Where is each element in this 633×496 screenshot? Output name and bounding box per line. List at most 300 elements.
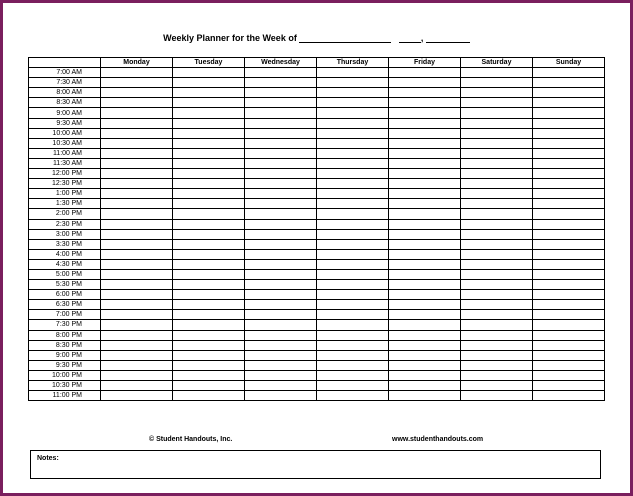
slot-cell-thursday[interactable] [317,118,389,128]
slot-cell-sunday[interactable] [533,370,605,380]
slot-cell-monday[interactable] [101,118,173,128]
slot-cell-tuesday[interactable] [173,350,245,360]
slot-cell-saturday[interactable] [461,179,533,189]
slot-cell-sunday[interactable] [533,340,605,350]
slot-cell-wednesday[interactable] [245,78,317,88]
slot-cell-monday[interactable] [101,169,173,179]
slot-cell-thursday[interactable] [317,330,389,340]
slot-cell-tuesday[interactable] [173,290,245,300]
slot-cell-friday[interactable] [389,360,461,370]
day-header-sunday: Sunday [533,58,605,68]
table-row [29,78,605,88]
slot-cell-wednesday[interactable] [245,138,317,148]
copyright-text: © Student Handouts, Inc. [149,436,233,443]
time-label: 8:00 AM [29,88,101,98]
time-label: 7:00 PM [29,310,101,320]
slot-cell-friday[interactable] [389,118,461,128]
slot-cell-saturday[interactable] [461,118,533,128]
weekly-planner-table [28,57,605,401]
slot-cell-friday[interactable] [389,209,461,219]
slot-cell-thursday[interactable] [317,360,389,370]
slot-cell-wednesday[interactable] [245,108,317,118]
slot-cell-friday[interactable] [389,320,461,330]
slot-cell-monday[interactable] [101,391,173,401]
slot-cell-wednesday[interactable] [245,128,317,138]
slot-cell-sunday[interactable] [533,128,605,138]
slot-cell-thursday[interactable] [317,128,389,138]
table-row [29,249,605,259]
slot-cell-wednesday[interactable] [245,209,317,219]
slot-cell-tuesday[interactable] [173,249,245,259]
slot-cell-tuesday[interactable] [173,239,245,249]
slot-cell-friday[interactable] [389,199,461,209]
slot-cell-friday[interactable] [389,189,461,199]
slot-cell-tuesday[interactable] [173,78,245,88]
slot-cell-monday[interactable] [101,138,173,148]
time-label: 7:30 PM [29,320,101,330]
slot-cell-wednesday[interactable] [245,88,317,98]
slot-cell-monday[interactable] [101,189,173,199]
table-row [29,108,605,118]
slot-cell-friday[interactable] [389,280,461,290]
slot-cell-thursday[interactable] [317,88,389,98]
slot-cell-thursday[interactable] [317,229,389,239]
slot-cell-thursday[interactable] [317,98,389,108]
slot-cell-tuesday[interactable] [173,269,245,279]
slot-cell-monday[interactable] [101,259,173,269]
time-label: 9:00 PM [29,350,101,360]
slot-cell-sunday[interactable] [533,320,605,330]
time-label: 10:00 AM [29,128,101,138]
day-header-monday: Monday [101,58,173,68]
table-row [29,310,605,320]
slot-cell-sunday[interactable] [533,169,605,179]
slot-cell-friday[interactable] [389,300,461,310]
slot-cell-sunday[interactable] [533,391,605,401]
slot-cell-sunday[interactable] [533,290,605,300]
slot-cell-tuesday[interactable] [173,209,245,219]
slot-cell-sunday[interactable] [533,179,605,189]
slot-cell-wednesday[interactable] [245,219,317,229]
slot-cell-friday[interactable] [389,249,461,259]
slot-cell-thursday[interactable] [317,381,389,391]
slot-cell-monday[interactable] [101,78,173,88]
slot-cell-wednesday[interactable] [245,310,317,320]
day-header-tuesday: Tuesday [173,58,245,68]
slot-cell-tuesday[interactable] [173,128,245,138]
table-row [29,199,605,209]
slot-cell-sunday[interactable] [533,381,605,391]
notes-label: Notes: [37,455,59,462]
slot-cell-sunday[interactable] [533,108,605,118]
slot-cell-monday[interactable] [101,370,173,380]
slot-cell-sunday[interactable] [533,229,605,239]
slot-cell-saturday[interactable] [461,300,533,310]
slot-cell-monday[interactable] [101,199,173,209]
slot-cell-thursday[interactable] [317,290,389,300]
table-row [29,148,605,158]
slot-cell-wednesday[interactable] [245,98,317,108]
slot-cell-monday[interactable] [101,300,173,310]
slot-cell-friday[interactable] [389,108,461,118]
table-row [29,128,605,138]
slot-cell-saturday[interactable] [461,78,533,88]
slot-cell-sunday[interactable] [533,249,605,259]
time-label: 4:30 PM [29,259,101,269]
slot-cell-friday[interactable] [389,330,461,340]
time-label: 2:30 PM [29,219,101,229]
slot-cell-monday[interactable] [101,108,173,118]
slot-cell-wednesday[interactable] [245,300,317,310]
slot-cell-thursday[interactable] [317,391,389,401]
slot-cell-friday[interactable] [389,138,461,148]
week-date-blank[interactable] [299,33,391,43]
slot-cell-sunday[interactable] [533,98,605,108]
slot-cell-monday[interactable] [101,360,173,370]
slot-cell-saturday[interactable] [461,229,533,239]
slot-cell-friday[interactable] [389,269,461,279]
table-row [29,209,605,219]
slot-cell-sunday[interactable] [533,310,605,320]
slot-cell-wednesday[interactable] [245,330,317,340]
week-day-blank[interactable] [399,33,421,43]
slot-cell-thursday[interactable] [317,350,389,360]
slot-cell-thursday[interactable] [317,269,389,279]
slot-cell-monday[interactable] [101,229,173,239]
slot-cell-wednesday[interactable] [245,350,317,360]
time-label: 6:00 PM [29,290,101,300]
slot-cell-saturday[interactable] [461,320,533,330]
slot-cell-monday[interactable] [101,330,173,340]
title-separator: , [420,33,424,43]
slot-cell-thursday[interactable] [317,300,389,310]
slot-cell-saturday[interactable] [461,310,533,320]
slot-cell-thursday[interactable] [317,179,389,189]
slot-cell-saturday[interactable] [461,138,533,148]
slot-cell-saturday[interactable] [461,158,533,168]
slot-cell-tuesday[interactable] [173,381,245,391]
slot-cell-monday[interactable] [101,209,173,219]
time-label: 10:30 AM [29,138,101,148]
slot-cell-monday[interactable] [101,340,173,350]
slot-cell-monday[interactable] [101,350,173,360]
slot-cell-monday[interactable] [101,98,173,108]
slot-cell-tuesday[interactable] [173,280,245,290]
slot-cell-sunday[interactable] [533,300,605,310]
slot-cell-monday[interactable] [101,269,173,279]
slot-cell-tuesday[interactable] [173,68,245,78]
slot-cell-monday[interactable] [101,148,173,158]
slot-cell-friday[interactable] [389,128,461,138]
slot-cell-sunday[interactable] [533,88,605,98]
time-label: 10:00 PM [29,370,101,380]
slot-cell-thursday[interactable] [317,68,389,78]
slot-cell-saturday[interactable] [461,370,533,380]
slot-cell-thursday[interactable] [317,259,389,269]
title-text: Weekly Planner for the Week of [163,33,297,43]
day-header-friday: Friday [389,58,461,68]
slot-cell-saturday[interactable] [461,98,533,108]
slot-cell-saturday[interactable] [461,88,533,98]
slot-cell-monday[interactable] [101,381,173,391]
slot-cell-saturday[interactable] [461,68,533,78]
slot-cell-tuesday[interactable] [173,148,245,158]
page-title [0,33,633,43]
time-label: 9:00 AM [29,108,101,118]
slot-cell-saturday[interactable] [461,391,533,401]
week-year-blank[interactable] [426,33,470,43]
time-label: 1:30 PM [29,199,101,209]
slot-cell-sunday[interactable] [533,350,605,360]
time-label: 10:30 PM [29,381,101,391]
time-label: 3:00 PM [29,229,101,239]
slot-cell-saturday[interactable] [461,381,533,391]
slot-cell-sunday[interactable] [533,189,605,199]
slot-cell-friday[interactable] [389,78,461,88]
slot-cell-wednesday[interactable] [245,158,317,168]
slot-cell-saturday[interactable] [461,108,533,118]
time-label: 2:00 PM [29,209,101,219]
table-row [29,320,605,330]
slot-cell-saturday[interactable] [461,148,533,158]
slot-cell-sunday[interactable] [533,269,605,279]
slot-cell-tuesday[interactable] [173,138,245,148]
slot-cell-sunday[interactable] [533,360,605,370]
slot-cell-tuesday[interactable] [173,340,245,350]
slot-cell-wednesday[interactable] [245,259,317,269]
table-row [29,179,605,189]
slot-cell-wednesday[interactable] [245,340,317,350]
notes-box[interactable] [30,450,601,479]
time-header [29,58,101,68]
slot-cell-thursday[interactable] [317,310,389,320]
slot-cell-friday[interactable] [389,340,461,350]
slot-cell-tuesday[interactable] [173,360,245,370]
slot-cell-friday[interactable] [389,158,461,168]
slot-cell-tuesday[interactable] [173,370,245,380]
table-row [29,138,605,148]
website-text: www.studenthandouts.com [392,436,484,443]
slot-cell-monday[interactable] [101,310,173,320]
header-row [29,58,605,68]
slot-cell-wednesday[interactable] [245,370,317,380]
table-row [29,350,605,360]
slot-cell-monday[interactable] [101,88,173,98]
slot-cell-sunday[interactable] [533,330,605,340]
slot-cell-thursday[interactable] [317,249,389,259]
slot-cell-wednesday[interactable] [245,381,317,391]
slot-cell-wednesday[interactable] [245,360,317,370]
slot-cell-friday[interactable] [389,68,461,78]
slot-cell-sunday[interactable] [533,138,605,148]
slot-cell-wednesday[interactable] [245,280,317,290]
slot-cell-sunday[interactable] [533,68,605,78]
slot-cell-tuesday[interactable] [173,108,245,118]
slot-cell-wednesday[interactable] [245,179,317,189]
table-row [29,391,605,401]
table-row [29,169,605,179]
slot-cell-tuesday[interactable] [173,229,245,239]
slot-cell-saturday[interactable] [461,239,533,249]
slot-cell-monday[interactable] [101,158,173,168]
slot-cell-tuesday[interactable] [173,98,245,108]
slot-cell-friday[interactable] [389,259,461,269]
day-header-saturday: Saturday [461,58,533,68]
slot-cell-thursday[interactable] [317,280,389,290]
slot-cell-thursday[interactable] [317,340,389,350]
slot-cell-friday[interactable] [389,219,461,229]
slot-cell-thursday[interactable] [317,108,389,118]
slot-cell-sunday[interactable] [533,199,605,209]
slot-cell-friday[interactable] [389,239,461,249]
slot-cell-saturday[interactable] [461,360,533,370]
slot-cell-sunday[interactable] [533,118,605,128]
slot-cell-wednesday[interactable] [245,269,317,279]
table-row [29,259,605,269]
slot-cell-thursday[interactable] [317,169,389,179]
slot-cell-wednesday[interactable] [245,199,317,209]
slot-cell-sunday[interactable] [533,158,605,168]
slot-cell-friday[interactable] [389,179,461,189]
slot-cell-saturday[interactable] [461,249,533,259]
slot-cell-thursday[interactable] [317,219,389,229]
slot-cell-wednesday[interactable] [245,249,317,259]
table-row [29,280,605,290]
planner-body [29,68,605,401]
time-label: 7:30 AM [29,78,101,88]
slot-cell-thursday[interactable] [317,138,389,148]
slot-cell-saturday[interactable] [461,209,533,219]
slot-cell-tuesday[interactable] [173,300,245,310]
slot-cell-tuesday[interactable] [173,88,245,98]
slot-cell-monday[interactable] [101,320,173,330]
slot-cell-saturday[interactable] [461,199,533,209]
slot-cell-sunday[interactable] [533,209,605,219]
slot-cell-friday[interactable] [389,370,461,380]
slot-cell-thursday[interactable] [317,239,389,249]
table-row [29,229,605,239]
day-header-wednesday: Wednesday [245,58,317,68]
time-label: 9:30 PM [29,360,101,370]
slot-cell-tuesday[interactable] [173,310,245,320]
slot-cell-wednesday[interactable] [245,118,317,128]
slot-cell-friday[interactable] [389,310,461,320]
slot-cell-thursday[interactable] [317,78,389,88]
slot-cell-wednesday[interactable] [245,391,317,401]
slot-cell-saturday[interactable] [461,290,533,300]
slot-cell-tuesday[interactable] [173,118,245,128]
slot-cell-monday[interactable] [101,239,173,249]
slot-cell-tuesday[interactable] [173,330,245,340]
slot-cell-friday[interactable] [389,88,461,98]
time-label: 4:00 PM [29,249,101,259]
slot-cell-friday[interactable] [389,169,461,179]
slot-cell-thursday[interactable] [317,158,389,168]
slot-cell-monday[interactable] [101,128,173,138]
slot-cell-saturday[interactable] [461,330,533,340]
slot-cell-sunday[interactable] [533,259,605,269]
slot-cell-friday[interactable] [389,290,461,300]
slot-cell-monday[interactable] [101,290,173,300]
slot-cell-friday[interactable] [389,391,461,401]
slot-cell-tuesday[interactable] [173,179,245,189]
slot-cell-thursday[interactable] [317,320,389,330]
table-row [29,381,605,391]
slot-cell-saturday[interactable] [461,128,533,138]
slot-cell-wednesday[interactable] [245,320,317,330]
slot-cell-tuesday[interactable] [173,158,245,168]
slot-cell-friday[interactable] [389,350,461,360]
slot-cell-friday[interactable] [389,98,461,108]
slot-cell-wednesday[interactable] [245,148,317,158]
time-label: 12:30 PM [29,179,101,189]
slot-cell-saturday[interactable] [461,280,533,290]
slot-cell-sunday[interactable] [533,239,605,249]
slot-cell-wednesday[interactable] [245,239,317,249]
slot-cell-monday[interactable] [101,219,173,229]
slot-cell-thursday[interactable] [317,209,389,219]
slot-cell-wednesday[interactable] [245,169,317,179]
table-row [29,340,605,350]
slot-cell-monday[interactable] [101,249,173,259]
slot-cell-saturday[interactable] [461,350,533,360]
slot-cell-saturday[interactable] [461,340,533,350]
slot-cell-wednesday[interactable] [245,290,317,300]
slot-cell-thursday[interactable] [317,189,389,199]
slot-cell-tuesday[interactable] [173,169,245,179]
table-row [29,68,605,78]
slot-cell-sunday[interactable] [533,280,605,290]
time-label: 7:00 AM [29,68,101,78]
slot-cell-friday[interactable] [389,229,461,239]
table-row [29,239,605,249]
slot-cell-tuesday[interactable] [173,320,245,330]
slot-cell-thursday[interactable] [317,148,389,158]
slot-cell-thursday[interactable] [317,370,389,380]
slot-cell-monday[interactable] [101,280,173,290]
slot-cell-tuesday[interactable] [173,391,245,401]
slot-cell-saturday[interactable] [461,189,533,199]
slot-cell-saturday[interactable] [461,219,533,229]
slot-cell-saturday[interactable] [461,259,533,269]
slot-cell-tuesday[interactable] [173,189,245,199]
time-label: 12:00 PM [29,169,101,179]
time-label: 5:00 PM [29,269,101,279]
slot-cell-wednesday[interactable] [245,189,317,199]
slot-cell-monday[interactable] [101,68,173,78]
slot-cell-saturday[interactable] [461,169,533,179]
slot-cell-sunday[interactable] [533,148,605,158]
slot-cell-wednesday[interactable] [245,229,317,239]
day-header-thursday: Thursday [317,58,389,68]
slot-cell-sunday[interactable] [533,219,605,229]
time-label: 8:30 AM [29,98,101,108]
slot-cell-wednesday[interactable] [245,68,317,78]
slot-cell-monday[interactable] [101,179,173,189]
slot-cell-saturday[interactable] [461,269,533,279]
table-row [29,158,605,168]
table-row [29,300,605,310]
slot-cell-tuesday[interactable] [173,259,245,269]
time-label: 11:00 PM [29,391,101,401]
table-row [29,330,605,340]
slot-cell-friday[interactable] [389,381,461,391]
slot-cell-tuesday[interactable] [173,219,245,229]
slot-cell-tuesday[interactable] [173,199,245,209]
slot-cell-sunday[interactable] [533,78,605,88]
slot-cell-friday[interactable] [389,148,461,158]
slot-cell-thursday[interactable] [317,199,389,209]
